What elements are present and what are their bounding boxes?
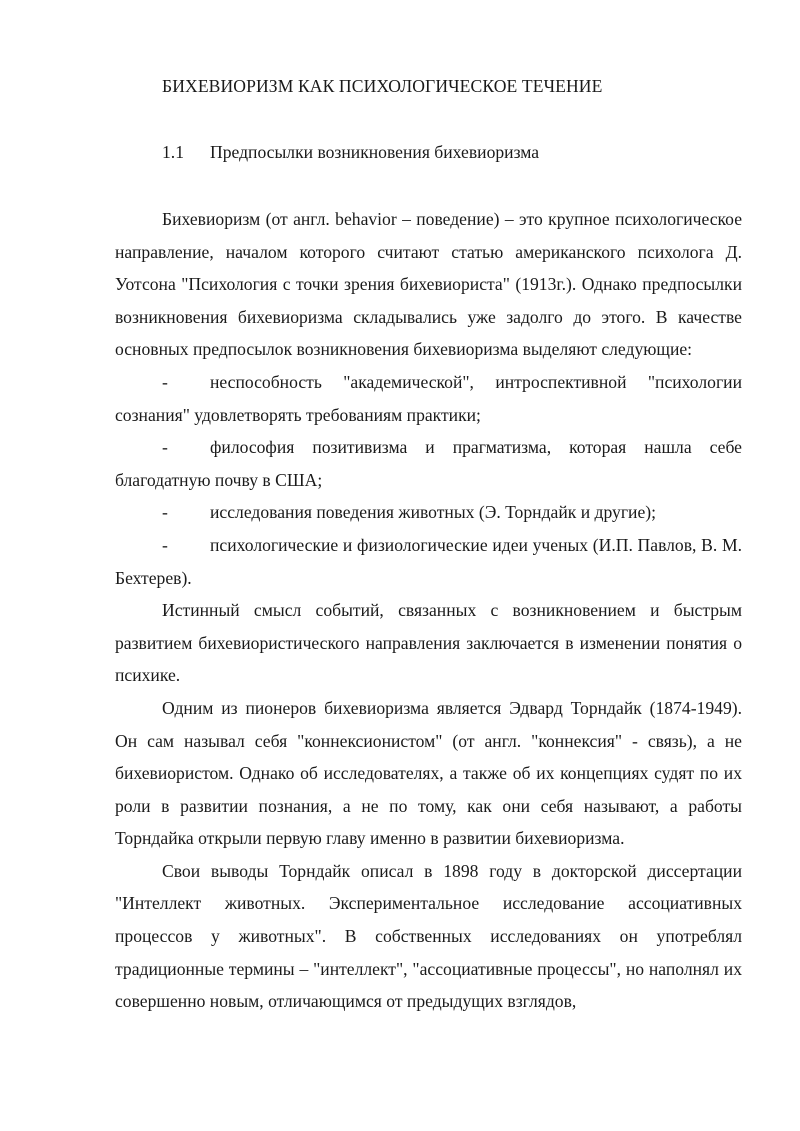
section-heading	[162, 142, 539, 163]
section-title: Предпосылки возникновения бихевиоризма	[210, 142, 540, 162]
paragraph-meaning: Истинный смысл событий, связанных с возникновением и быстрым развитием бихевиористического направления заключается в изменении понятия о психике.	[115, 600, 742, 686]
section-number: 1.1	[162, 142, 184, 162]
list-item	[115, 529, 742, 594]
list-item-text: психологические и физиологические идеи ученых (И.П. Павлов, В. М. Бехтерев).	[115, 534, 742, 588]
bullet-dash: -	[162, 371, 168, 392]
list-item	[115, 496, 742, 529]
list-item-text: неспособность "академической", интроспективной "психологии сознания" удовлетворять требованиям практики;	[115, 371, 742, 425]
list-item	[115, 431, 742, 496]
list-item-text: философия позитивизма и прагматизма, которая нашла себе благодатную почву в США;	[115, 437, 742, 490]
paragraph-conclusions: Свои выводы Торндайк описал в 1898 году в докторской диссертации "Интеллект животных. Экспериментальное исследование ассоциативных процессов у животных". В собственных исследованиях он употреблял традиционные термины – "интеллект", "ассоциативные процессы", но наполнял их совершенно новым, отличающимся от предыдущих взглядов,	[115, 860, 742, 1012]
list-item-text: исследования поведения животных (Э. Торндайк и другие);	[210, 502, 657, 523]
paragraph-intro: Бихевиоризм (от англ. behavior – поведение) – это крупное психологическое направление, началом которого считают статью американского психолога Д. Уотсона "Психология с точки зрения бихевиориста" (1913г.). Однако предпосылки возникновения бихевиоризма складывались уже задолго до этого. В качестве основных предпосылок возникновения бихевиоризма выделяют следующие:	[115, 209, 742, 360]
list-item	[115, 366, 742, 431]
paragraph-thorndike: Одним из пионеров бихевиоризма является Эдвард Торндайк (1874-1949). Он сам называл себя "коннексионистом" (от англ. "коннексия" - связь), а не бихевиористом. Однако об исследователях, а также об их концепциях судят по их роли в развитии познания, а не по тому, как они себя называют, а работы Торндайка открыли первую главу именно в развитии бихевиоризма.	[115, 697, 742, 849]
document-title: БИХЕВИОРИЗМ КАК ПСИХОЛОГИЧЕСКОЕ ТЕЧЕНИЕ	[162, 76, 603, 96]
bullet-dash: -	[162, 502, 168, 523]
bullet-dash: -	[162, 534, 168, 555]
document-body	[115, 203, 742, 1018]
bullet-dash: -	[162, 437, 168, 458]
